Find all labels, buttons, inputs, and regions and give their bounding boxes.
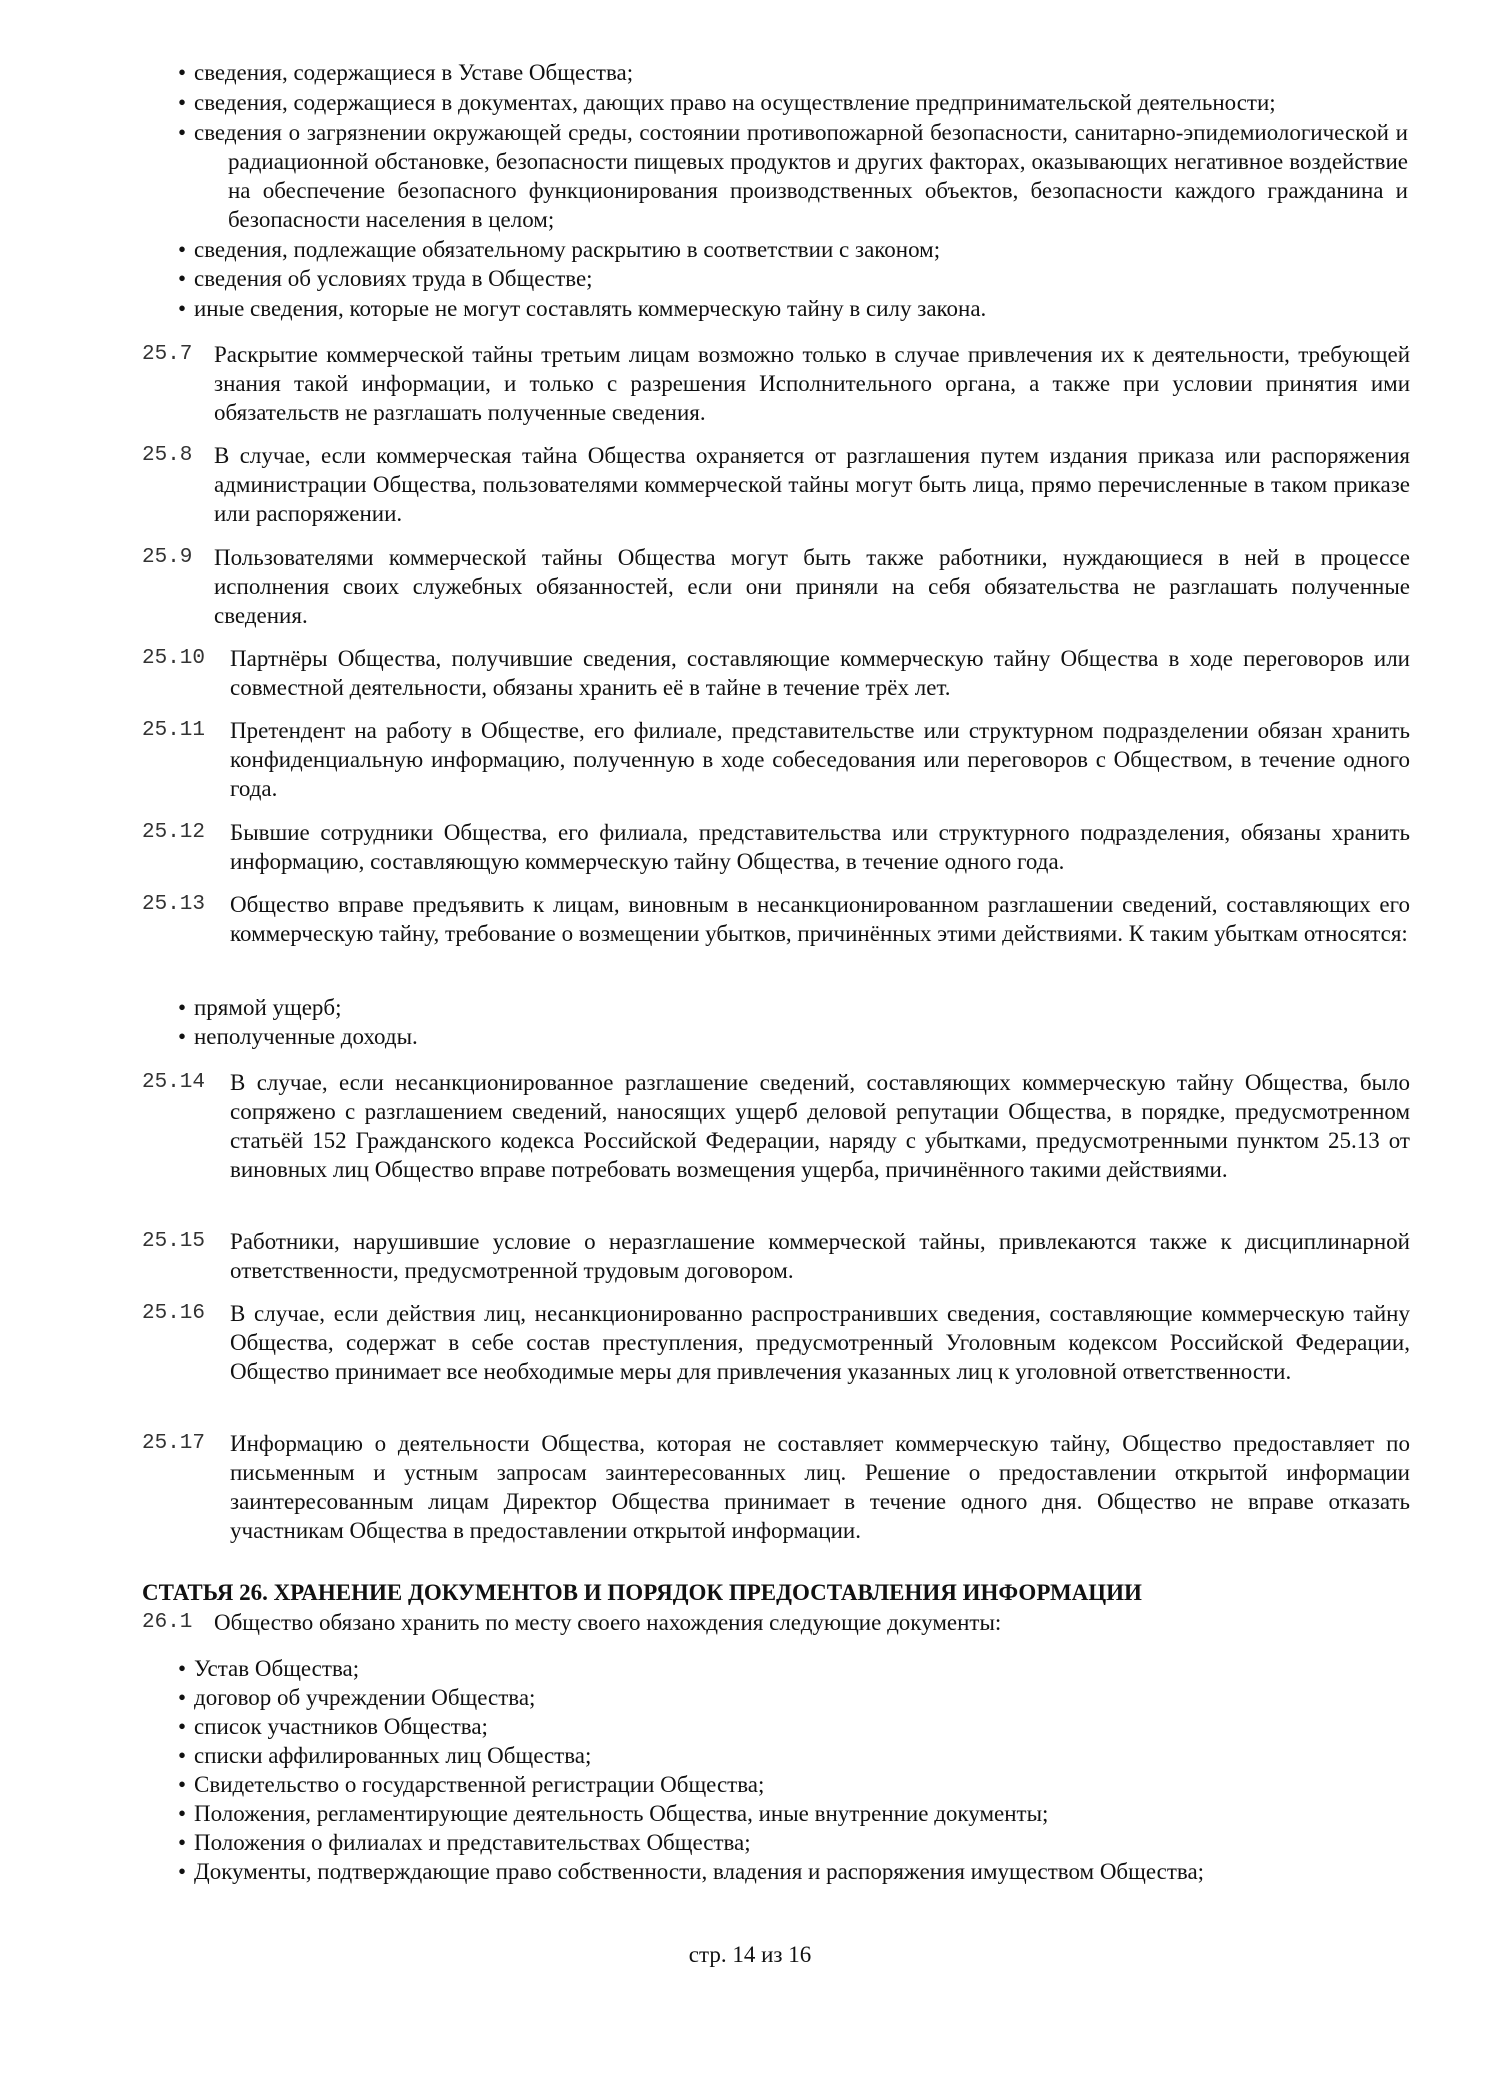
clause-text: Пользователями коммерческой тайны Общества могут быть также работники, нуждающиеся в ней в процессе исполнения своих служебных обязанностей, если они приняли на себя обязательства не разглашать полученные сведения. (214, 545, 1410, 628)
clause-number: 25.7 (142, 343, 193, 366)
list-item: • сведения об условиях труда в Обществе; (178, 266, 593, 291)
clause-text: Общество вправе предъявить к лицам, виновным в несанкционированном разглашении сведений, составляющих его коммерческую тайну, требование о возмещении убытков, причинённых этими действиями. К таким убыткам относятся: (230, 892, 1410, 946)
list-item: • Устав Общества; (178, 1656, 360, 1681)
list-item: • Положения о филиалах и представительствах Общества; (178, 1830, 751, 1855)
clause-number: 25.17 (142, 1432, 206, 1455)
clause-text: Партнёры Общества, получившие сведения, составляющие коммерческую тайну Общества в ходе переговоров или совместной деятельности, обязаны хранить её в тайне в течение трёх лет. (230, 646, 1410, 700)
list-item: • прямой ущерб; (178, 995, 342, 1020)
list-item: • Положения, регламентирующие деятельность Общества, иные внутренние документы; (178, 1801, 1049, 1826)
list-item: • сведения о загрязнении окружающей среды, состоянии противопожарной безопасности, санитарно-эпидемиологической и радиационной обстановке, безопасности пищевых продуктов и других факторах, оказывающих негативное воздействие на обеспечение безопасного функционирования производственных объектов, безопасности каждого гражданина и безопасности населения в целом; (178, 120, 1408, 232)
list-item: • сведения, содержащиеся в документах, дающих право на осуществление предпринимательской деятельности; (178, 90, 1276, 115)
clause-number: 25.12 (142, 821, 206, 844)
clause-number: 25.9 (142, 546, 193, 569)
article-title: СТАТЬЯ 26. ХРАНЕНИЕ ДОКУМЕНТОВ И ПОРЯДОК ПРЕДОСТАВЛЕНИЯ ИНФОРМАЦИИ (142, 1580, 1142, 1605)
clause-text: Раскрытие коммерческой тайны третьим лицам возможно только в случае привлечения их к деятельности, требующей знания такой информации, и только с разрешения Исполнительного органа, а также при условии принятия ими обязательств не разглашать полученные сведения. (214, 342, 1410, 425)
page-number: стр. 14 из 16 (688, 1942, 812, 1967)
clause-text: Общество обязано хранить по месту своего нахождения следующие документы: (214, 1610, 1002, 1635)
clause-text: В случае, если несанкционированное разглашение сведений, составляющих коммерческую тайну Общества, было сопряжено с разглашением сведений, наносящих ущерб деловой репутации Общества, в порядке, предусмотренном статьёй 152 Гражданского кодекса Российской Федерации, наряду с убытками, предусмотренными пунктом 25.13 от виновных лиц Общество вправе потребовать возмещения ущерба, причинённого такими действиями. (230, 1070, 1410, 1182)
clause-number: 25.8 (142, 444, 193, 467)
clause-text: Информацию о деятельности Общества, которая не составляет коммерческую тайну, Общество предоставляет по письменным и устным запросам заинтересованных лиц. Решение о предоставлении открытой информации заинтересованным лицам Директор Общества принимает в течение одного дня. Общество не вправе отказать участникам Общества в предоставлении открытой информации. (230, 1431, 1410, 1543)
clause-number: 25.15 (142, 1230, 206, 1253)
list-item: • договор об учреждении Общества; (178, 1685, 536, 1710)
list-item: • иные сведения, которые не могут составлять коммерческую тайну в силу закона. (178, 296, 987, 321)
list-item: • Документы, подтверждающие право собственности, владения и распоряжения имуществом Общества; (178, 1859, 1205, 1884)
clause-text: В случае, если коммерческая тайна Общества охраняется от разглашения путем издания приказа или распоряжения администрации Общества, пользователями коммерческой тайны могут быть лица, прямо перечисленные в таком приказе или распоряжении. (214, 443, 1410, 526)
clause-number: 25.10 (142, 647, 206, 670)
list-item: • список участников Общества; (178, 1714, 488, 1739)
clause-number: 25.11 (142, 719, 206, 742)
list-item: • сведения, подлежащие обязательному раскрытию в соответствии с законом; (178, 237, 941, 262)
clause-number: 25.16 (142, 1302, 206, 1325)
list-item: • сведения, содержащиеся в Уставе Общества; (178, 60, 634, 85)
list-item: • Свидетельство о государственной регистрации Общества; (178, 1772, 765, 1797)
list-item: • списки аффилированных лиц Общества; (178, 1743, 592, 1768)
clause-text: Бывшие сотрудники Общества, его филиала, представительства или структурного подразделения, обязаны хранить информацию, составляющую коммерческую тайну Общества, в течение одного года. (230, 820, 1410, 874)
list-item: • неполученные доходы. (178, 1024, 418, 1049)
clause-text: Работники, нарушившие условие о неразглашение коммерческой тайны, привлекаются также к дисциплинарной ответственности, предусмотренной трудовым договором. (230, 1229, 1410, 1283)
clause-text: В случае, если действия лиц, несанкционированно распространивших сведения, составляющие коммерческую тайну Общества, содержат в себе состав преступления, предусмотренный Уголовным кодексом Российской Федерации, Общество принимает все необходимые меры для привлечения указанных лиц к уголовной ответственности. (230, 1301, 1410, 1384)
clause-number: 26.1 (142, 1611, 193, 1634)
clause-number: 25.13 (142, 893, 206, 916)
clause-number: 25.14 (142, 1071, 206, 1094)
clause-text: Претендент на работу в Обществе, его филиале, представительстве или структурном подразделении обязан хранить конфиденциальную информацию, полученную в ходе собеседования или переговоров с Обществом, в течение одного года. (230, 718, 1410, 801)
